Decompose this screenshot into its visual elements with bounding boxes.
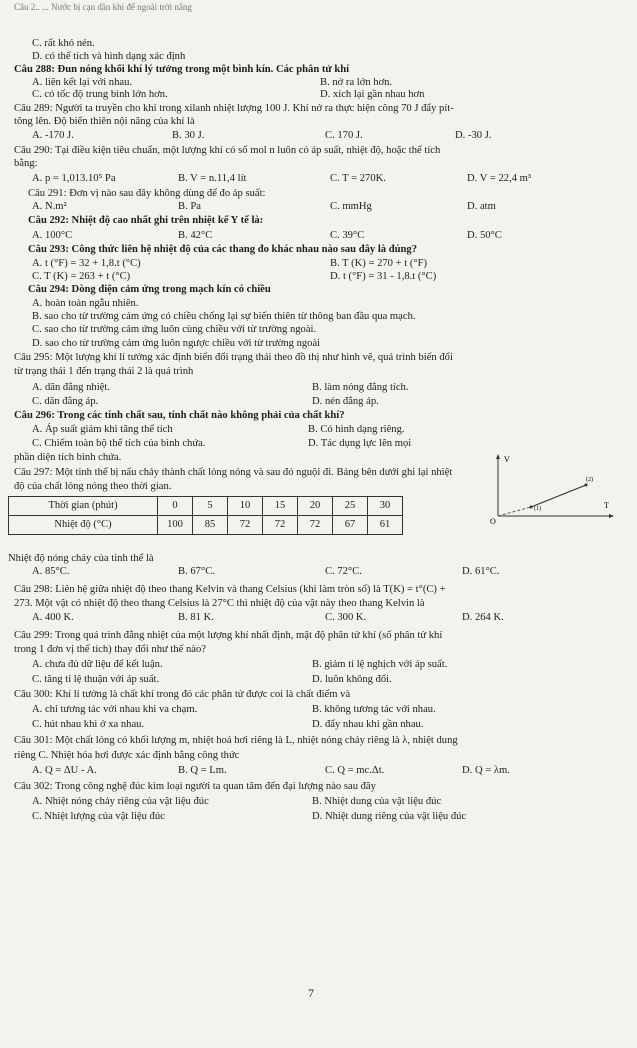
page-number: 7: [308, 986, 314, 1000]
q290-option-d: D. V = 22,4 m³: [467, 173, 532, 184]
row-header: Nhiệt độ (°C): [9, 516, 158, 535]
q287-option-d: D. có thể tích và hình dạng xác định: [32, 51, 186, 62]
point-1-label: (1): [534, 506, 541, 512]
table-cell: 20: [298, 497, 333, 516]
q291-option-b: B. Pa: [178, 201, 201, 212]
q295-option-b: B. làm nóng đẳng tích.: [312, 382, 409, 393]
q289-stem-cont: tông lên. Độ biến thiên nội năng của khí là: [14, 116, 195, 127]
q295-stem: Câu 295: Một lượng khí lí tưởng xác định biến đổi trạng thái theo đồ thị như hình vẽ, quá trình biến đổi: [14, 352, 453, 363]
q295-option-c: C. dãn đẳng áp.: [32, 396, 99, 407]
q300-stem: Câu 300: Khí lí tưởng là chất khí trong đó các phân tử được coi là chất điểm và: [14, 689, 351, 700]
q300-option-c: C. hút nhau khi ở xa nhau.: [32, 719, 145, 730]
q301-option-d: D. Q = λm.: [462, 765, 510, 776]
q289-option-b: B. 30 J.: [172, 130, 205, 141]
q291-option-c: C. mmHg: [330, 201, 372, 212]
q297-option-d: D. 61°C.: [462, 566, 500, 577]
q301-stem: Câu 301: Một chất lỏng có khối lượng m, nhiệt hoá hơi riêng là L, nhiệt nóng chảy riêng là λ, nhiệt dung: [14, 735, 458, 746]
q288-stem: Câu 288: Đun nóng khối khí lý tưởng trong một bình kín. Các phân tử khí: [14, 64, 350, 75]
q297-question: Nhiệt độ nóng chảy của tinh thể là: [8, 553, 154, 564]
table-cell: 10: [228, 497, 263, 516]
q290-option-a: A. p = 1,013.10⁵ Pa: [32, 173, 116, 184]
table-cell: 100: [158, 516, 193, 535]
q289-stem: Câu 289: Người ta truyền cho khí trong xilanh nhiệt lượng 100 J. Khí nở ra thực hiện công 70 J đẩy pít-: [14, 103, 454, 114]
q302-option-d: D. Nhiệt dung riêng của vật liệu đúc: [312, 811, 467, 822]
q288-option-d: D. xích lại gần nhau hơn: [320, 89, 425, 100]
q292-option-b: B. 42°C: [178, 230, 213, 241]
table-cell: 67: [333, 516, 368, 535]
q298-option-c: C. 300 K.: [325, 612, 367, 623]
q299-option-a: A. chưa đủ dữ liệu để kết luận.: [32, 659, 163, 670]
q300-option-d: D. đẩy nhau khi gần nhau.: [312, 719, 424, 730]
q293-stem: Câu 293: Công thức liên hệ nhiệt độ của các thang đo khác nhau nào sau đây là đúng?: [28, 244, 417, 255]
table-cell: 85: [193, 516, 228, 535]
q301-option-c: C. Q = mc.Δt.: [325, 765, 385, 776]
extension-dashed: [498, 507, 531, 516]
q294-stem: Câu 294: Dòng điện cảm ứng trong mạch kín có chiều: [28, 284, 271, 295]
q295-option-d: D. nén đẳng áp.: [312, 396, 379, 407]
q290-stem: Câu 290: Tại điều kiện tiêu chuẩn, một lượng khí có số mol n luôn có áp suất, nhiệt độ, hoặc thể tích: [14, 145, 441, 156]
q288-option-b: B. nở ra lớn hơn.: [320, 77, 393, 88]
q299-option-b: B. giảm tỉ lệ nghịch với áp suất.: [312, 659, 448, 670]
q290-stem-cont: bằng:: [14, 158, 38, 169]
q295-option-a: A. dãn đẳng nhiệt.: [32, 382, 110, 393]
q293-option-a: A. t (°F) = 32 + 1,8.t (°C): [32, 258, 141, 269]
q302-option-a: A. Nhiệt nóng chảy riêng của vật liệu đúc: [32, 796, 209, 807]
y-axis-label: V: [504, 455, 510, 464]
q289-option-c: C. 170 J.: [325, 130, 363, 141]
q291-option-d: D. atm: [467, 201, 496, 212]
q294-option-d: D. sao cho từ trường cảm ứng luôn ngược chiều với từ trường ngoài: [32, 338, 321, 349]
q301-stem-cont: riêng C. Nhiệt hóa hơi được xác định bằng công thức: [14, 750, 240, 761]
q291-option-a: A. N.m²: [32, 201, 67, 212]
table-row: [9, 516, 403, 535]
table-cell: 72: [298, 516, 333, 535]
table-cell: 25: [333, 497, 368, 516]
table-cell: 15: [263, 497, 298, 516]
q299-option-d: D. luôn không đổi.: [312, 674, 392, 685]
q301-option-a: A. Q = ΔU - A.: [32, 765, 97, 776]
q290-option-c: C. T = 270K.: [330, 173, 386, 184]
q295-stem-cont: từ trạng thái 1 đến trạng thái 2 là quá trình: [14, 366, 194, 377]
process-line: [531, 485, 586, 507]
q292-stem: Câu 292: Nhiệt độ cao nhất ghi trên nhiệt kế Y tế là:: [28, 215, 264, 226]
table-cell: 0: [158, 497, 193, 516]
q292-option-c: C. 39°C: [330, 230, 365, 241]
point-2-label: (2): [586, 477, 593, 483]
q289-option-a: A. -170 J.: [32, 130, 74, 141]
q300-option-a: A. chỉ tương tác với nhau khi va chạm.: [32, 704, 198, 715]
q287-option-c: C. rất khó nén.: [32, 38, 95, 49]
q291-stem: Câu 291: Đơn vị nào sau đây không dùng để đo áp suất:: [28, 188, 266, 199]
q296-option-d-cont: phần diện tích bình chứa.: [14, 452, 122, 463]
table-cell: 5: [193, 497, 228, 516]
q297-stem-cont: độ của chất lỏng nóng theo thời gian.: [14, 481, 172, 492]
q297-option-c: C. 72°C.: [325, 566, 362, 577]
origin-label: O: [490, 517, 496, 526]
q288-option-a: A. liên kết lại với nhau.: [32, 77, 133, 88]
y-axis-arrow: [496, 454, 500, 459]
x-axis-arrow: [609, 514, 614, 518]
q297-option-a: A. 85°C.: [32, 566, 70, 577]
q294-option-c: C. sao cho từ trường cảm ứng luôn cùng chiều với từ trường ngoài.: [32, 324, 317, 335]
q297-option-b: B. 67°C.: [178, 566, 215, 577]
q288-option-c: C. có tốc độ trung bình lớn hơn.: [32, 89, 168, 100]
q301-option-b: B. Q = Lm.: [178, 765, 227, 776]
q298-option-b: B. 81 K.: [178, 612, 214, 623]
volume-temperature-graph: [476, 452, 616, 528]
table-cell: 30: [368, 497, 403, 516]
point-2-marker: [585, 484, 588, 487]
table-cell: 72: [228, 516, 263, 535]
q298-stem-cont: 273. Một vật có nhiệt độ theo thang Celsius là 27°C thì nhiệt độ của vật này theo thang Kelvin là: [14, 598, 425, 609]
q298-option-a: A. 400 K.: [32, 612, 74, 623]
q297-stem: Câu 297: Một tinh thể bị nấu chảy thành chất lỏng nóng và sau đó nguội đi. Bảng bên dưới ghi lại nhiệt: [14, 467, 453, 478]
q296-stem: Câu 296: Trong các tính chất sau, tính chất nào không phải của chất khí?: [14, 410, 345, 421]
q302-option-c: C. Nhiệt lượng của vật liệu đúc: [32, 811, 165, 822]
q302-stem: Câu 302: Trong công nghệ đúc kim loại người ta quan tâm đến đại lượng nào sau đây: [14, 781, 376, 792]
temperature-time-table: [8, 496, 403, 535]
q292-option-d: D. 50°C: [467, 230, 502, 241]
q293-option-b: B. T (K) = 270 + t (°F): [330, 258, 428, 269]
table-row: [9, 497, 403, 516]
q293-option-d: D. t (°F) = 31 - 1,8.t (°C): [330, 271, 437, 282]
q302-option-b: B. Nhiệt dung của vật liệu đúc: [312, 796, 442, 807]
q298-stem: Câu 298: Liên hệ giữa nhiệt độ theo thang Kelvin và thang Celsius (khi làm tròn số) là T(K) = t°(C) +: [14, 584, 446, 595]
q296-option-b: B. Có hình dạng riêng.: [308, 424, 405, 435]
table-cell: 61: [368, 516, 403, 535]
q294-option-b: B. sao cho từ trường cảm ứng có chiều chống lại sự biến thiên từ thông ban đầu qua mạch.: [32, 311, 416, 322]
q299-stem: Câu 299: Trong quá trình đẳng nhiệt của một lượng khí nhất định, mật độ phân tử khí (số phân tử khí: [14, 630, 443, 641]
row-header: Thời gian (phút): [9, 497, 158, 516]
q294-option-a: A. hoàn toàn ngẫu nhiên.: [32, 298, 139, 309]
point-1-marker: [530, 506, 533, 509]
q299-option-c: C. tăng tỉ lệ thuận với áp suất.: [32, 674, 160, 685]
q289-option-d: D. -30 J.: [455, 130, 492, 141]
q292-option-a: A. 100°C: [32, 230, 73, 241]
top-header: Câu 2.. ... Nước bị cạn dần khi để ngoài trời nắng: [14, 2, 192, 12]
x-axis-label: T: [604, 501, 609, 510]
q290-option-b: B. V = n.11,4 lít: [178, 173, 247, 184]
q296-option-a: A. Áp suất giảm khi tăng thể tích: [32, 424, 173, 435]
q296-option-c: C. Chiếm toàn bộ thể tích của bình chứa.: [32, 438, 206, 449]
table-cell: 72: [263, 516, 298, 535]
q296-option-d: D. Tác dụng lực lên mọi: [308, 438, 412, 449]
q293-option-c: C. T (K) = 263 + t (°C): [32, 271, 131, 282]
q299-stem-cont: trong 1 đơn vị thể tích) thay đổi như thế nào?: [14, 644, 206, 655]
q300-option-b: B. không tương tác với nhau.: [312, 704, 436, 715]
q298-option-d: D. 264 K.: [462, 612, 504, 623]
